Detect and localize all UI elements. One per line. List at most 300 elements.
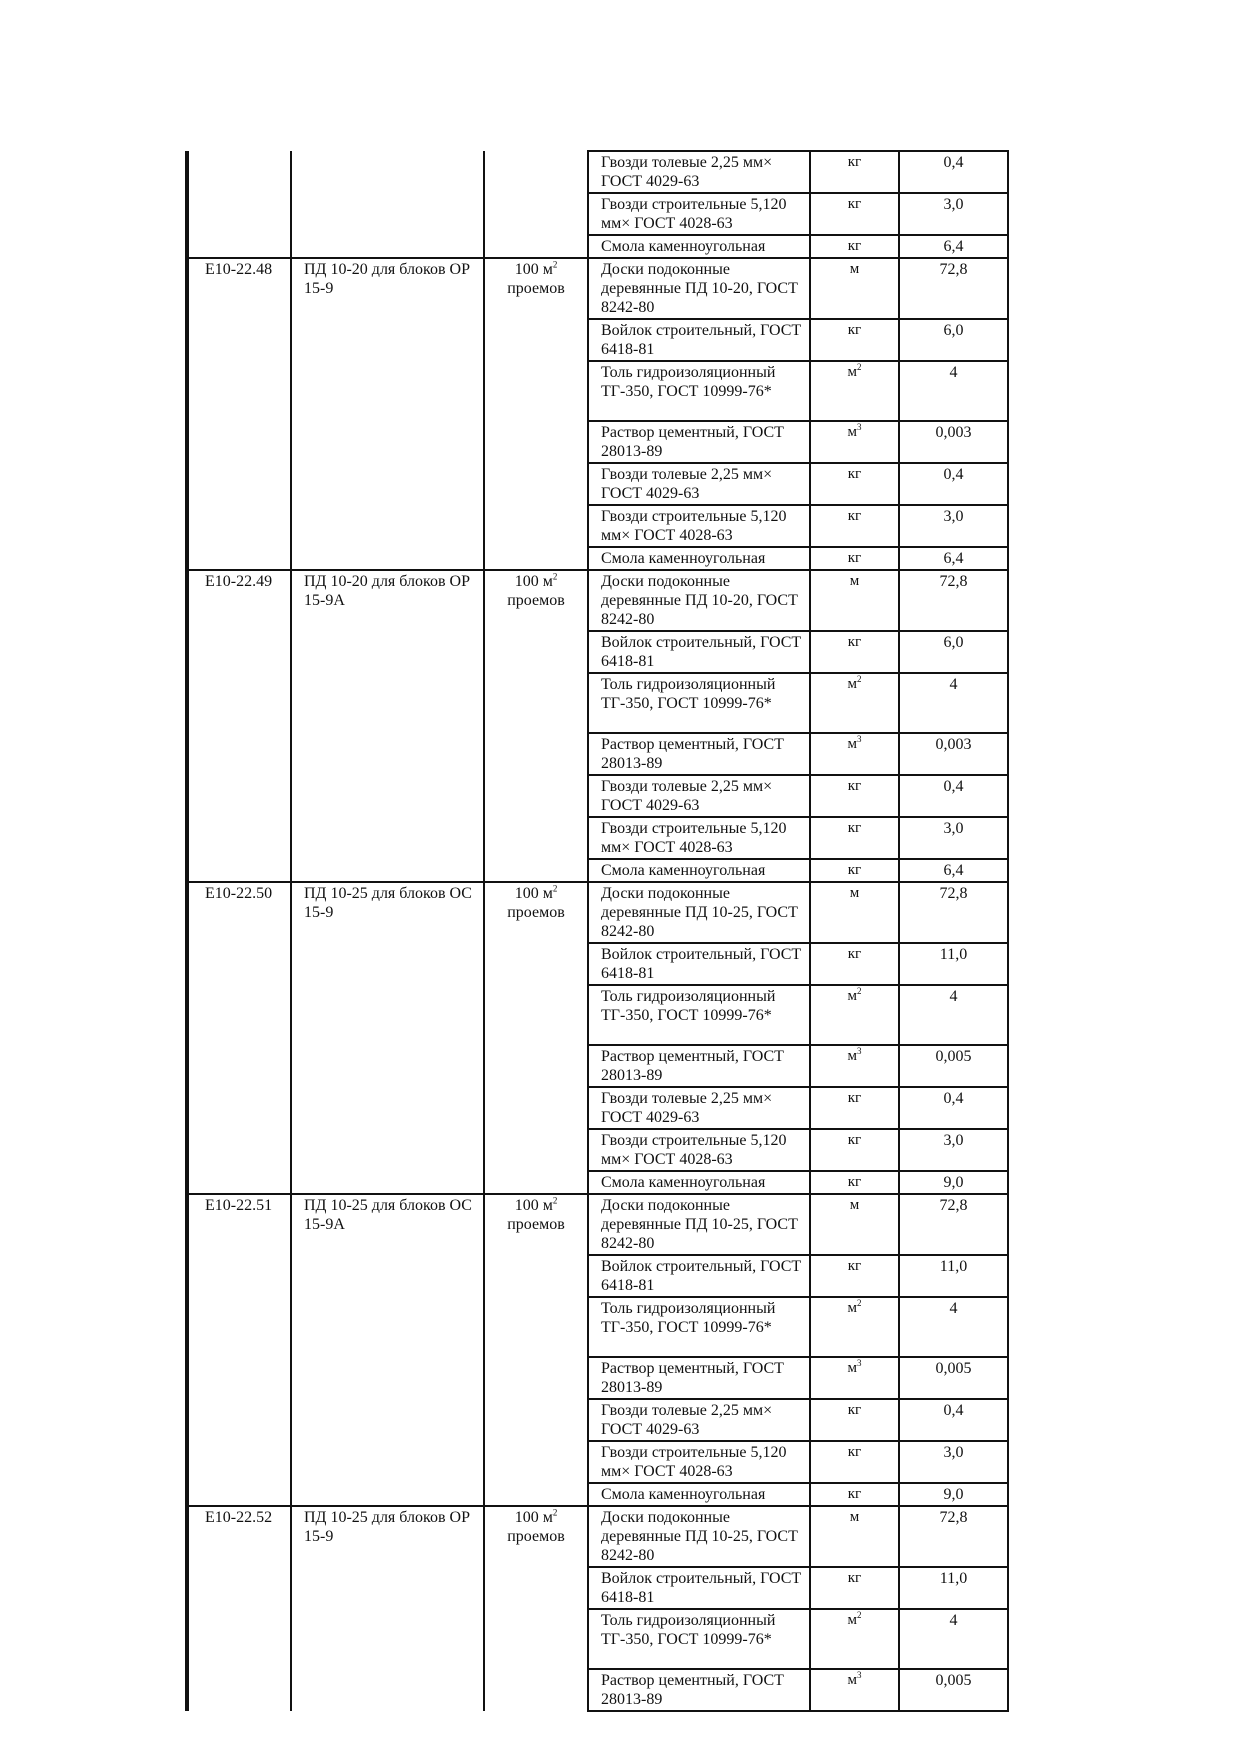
work-name-cell: ПД 10-25 для блоков ОС 15-9 [291,882,484,943]
table-row [187,733,1008,775]
table-row [187,1194,1008,1255]
material-cell: Раствор цементный, ГОСТ 28013-89 [588,421,810,463]
unit-superscript: 3 [857,734,862,744]
unit-text: кг [847,1174,862,1190]
unit-cell [810,1194,899,1255]
quantity-cell: 3,0 [899,193,1008,235]
measure-cell [484,1506,588,1567]
unit-text: м [847,736,857,752]
unit-superscript: 2 [857,986,862,996]
measure-main: 100 м [514,1197,553,1214]
empty-name-cell [291,631,484,673]
quantity-cell: 11,0 [899,1255,1008,1297]
empty-code-cell [187,1045,291,1087]
empty-name-cell [291,1171,484,1194]
empty-name-cell [291,1045,484,1087]
work-name-cell: ПД 10-25 для блоков ОС 15-9А [291,1194,484,1255]
empty-name-cell [291,319,484,361]
table-row [187,1669,1008,1711]
empty-name-cell [291,775,484,817]
empty-meas-cell [484,673,588,733]
empty-meas-cell [484,1567,588,1609]
table-row [187,859,1008,882]
material-cell: Войлок строительный, ГОСТ 6418-81 [588,1567,810,1609]
material-cell: Раствор цементный, ГОСТ 28013-89 [588,1045,810,1087]
empty-meas-cell [484,505,588,547]
unit-text: м [849,885,860,901]
unit-text: кг [847,1486,862,1502]
material-cell: Толь гидроизоляционный ТГ-350, ГОСТ 10999-76* [588,673,810,733]
quantity-cell: 6,4 [899,859,1008,882]
measure-sub: проемов [507,1216,565,1233]
quantity-cell: 0,4 [899,1087,1008,1129]
measure-superscript: 2 [552,883,558,894]
unit-cell [810,193,899,235]
measure-superscript: 2 [552,571,558,582]
empty-code-cell [187,1609,291,1669]
table-row [187,1045,1008,1087]
quantity-cell: 11,0 [899,943,1008,985]
quantity-cell: 6,0 [899,631,1008,673]
quantity-cell: 72,8 [899,570,1008,631]
unit-cell [810,1483,899,1506]
empty-meas-cell [484,1441,588,1483]
table-row [187,1609,1008,1669]
measure-superscript: 2 [552,259,558,270]
empty-meas-cell [484,1483,588,1506]
empty-name-cell [291,733,484,775]
unit-cell [810,943,899,985]
unit-cell [810,151,899,193]
measure-main: 100 м [514,885,553,902]
empty-meas-cell [484,631,588,673]
empty-meas-cell [484,733,588,775]
empty-name-cell [291,1609,484,1669]
table-row [187,463,1008,505]
empty-meas-cell [484,193,588,235]
unit-cell [810,421,899,463]
empty-name-cell [291,1087,484,1129]
measure-main: 100 м [514,1509,553,1526]
unit-cell [810,463,899,505]
table-row [187,570,1008,631]
material-cell: Смола каменноугольная [588,1483,810,1506]
empty-meas-cell [484,1255,588,1297]
unit-cell [810,1609,899,1669]
table-row [187,943,1008,985]
unit-cell [810,733,899,775]
unit-text: кг [847,862,862,878]
measure-main: 100 м [514,573,553,590]
empty-name-cell [291,193,484,235]
unit-superscript: 2 [857,674,862,684]
measure-cell [484,882,588,943]
norm-code-cell: Е10-22.52 [187,1506,291,1567]
unit-cell [810,361,899,421]
unit-text: м [847,988,857,1004]
empty-name-cell [291,1441,484,1483]
empty-name-cell [291,1483,484,1506]
table-row [187,882,1008,943]
empty-name-cell [291,421,484,463]
empty-meas-cell [484,235,588,258]
unit-cell [810,1567,899,1609]
table-row [187,235,1008,258]
table-row [187,1171,1008,1194]
empty-name-cell [291,859,484,882]
norm-code-cell: Е10-22.51 [187,1194,291,1255]
material-cell: Раствор цементный, ГОСТ 28013-89 [588,1357,810,1399]
measure-sub: проемов [507,904,565,921]
quantity-cell: 6,0 [899,319,1008,361]
empty-code-cell [187,733,291,775]
material-cell: Толь гидроизоляционный ТГ-350, ГОСТ 10999-76* [588,1609,810,1669]
unit-text: кг [847,238,862,254]
norm-code-cell: Е10-22.50 [187,882,291,943]
unit-text: кг [847,1570,862,1586]
material-cell: Гвозди строительные 5,120 мм× ГОСТ 4028-63 [588,193,810,235]
empty-name-cell [291,547,484,570]
empty-meas-cell [484,1297,588,1357]
unit-text: кг [847,322,862,338]
unit-cell [810,1357,899,1399]
quantity-cell: 4 [899,1297,1008,1357]
quantity-cell: 0,4 [899,775,1008,817]
material-cell: Смола каменноугольная [588,1171,810,1194]
unit-text: м [849,1197,860,1213]
empty-code-cell [187,1483,291,1506]
quantity-cell: 0,003 [899,733,1008,775]
quantity-cell: 72,8 [899,258,1008,319]
empty-name-cell [291,1567,484,1609]
empty-meas-cell [484,463,588,505]
empty-code-cell [187,1399,291,1441]
quantity-cell: 0,005 [899,1357,1008,1399]
material-cell: Доски подоконные деревянные ПД 10-25, ГОСТ 8242-80 [588,1194,810,1255]
empty-meas-cell [484,985,588,1045]
unit-superscript: 2 [857,1610,862,1620]
table-row [187,631,1008,673]
unit-text: кг [847,1444,862,1460]
empty-meas-cell [484,817,588,859]
empty-code-cell [187,1087,291,1129]
empty-meas-cell [484,361,588,421]
unit-cell [810,1399,899,1441]
empty-code-cell [187,1357,291,1399]
empty-name-cell [291,985,484,1045]
table-row [187,1087,1008,1129]
work-name-cell: ПД 10-20 для блоков ОР 15-9А [291,570,484,631]
unit-text: кг [847,508,862,524]
empty-code-cell [187,631,291,673]
empty-name-cell [291,235,484,258]
table-row [187,1255,1008,1297]
table-row [187,1297,1008,1357]
table-row [187,817,1008,859]
unit-text: м [849,261,860,277]
quantity-cell: 0,005 [899,1669,1008,1711]
empty-meas-cell [484,1087,588,1129]
table-row [187,547,1008,570]
empty-meas-cell [484,1399,588,1441]
material-cell: Войлок строительный, ГОСТ 6418-81 [588,1255,810,1297]
table-row [187,775,1008,817]
measure-sub: проемов [507,592,565,609]
unit-text: кг [847,1402,862,1418]
material-cell: Толь гидроизоляционный ТГ-350, ГОСТ 10999-76* [588,985,810,1045]
material-cell: Войлок строительный, ГОСТ 6418-81 [588,631,810,673]
empty-name-cell [291,1357,484,1399]
empty-code-cell [187,943,291,985]
table-row [187,421,1008,463]
empty-meas-cell [484,1129,588,1171]
unit-cell [810,882,899,943]
empty-meas-cell [484,859,588,882]
unit-text: кг [847,634,862,650]
material-cell: Смола каменноугольная [588,859,810,882]
quantity-cell: 3,0 [899,1129,1008,1171]
empty-meas-cell [484,943,588,985]
measure-main: 100 м [514,261,553,278]
material-cell: Гвозди толевые 2,25 мм× ГОСТ 4029-63 [588,1087,810,1129]
quantity-cell: 3,0 [899,1441,1008,1483]
unit-cell [810,258,899,319]
quantity-cell: 4 [899,361,1008,421]
table-row [187,505,1008,547]
unit-text: кг [847,466,862,482]
unit-cell [810,1255,899,1297]
empty-name-cell [291,1255,484,1297]
unit-cell [810,235,899,258]
table-row [187,1483,1008,1506]
measure-cell [484,1194,588,1255]
empty-code-cell [187,1669,291,1711]
unit-cell [810,1506,899,1567]
empty-code-cell [187,151,291,193]
empty-meas-cell [484,1045,588,1087]
work-name-cell: ПД 10-25 для блоков ОР 15-9 [291,1506,484,1567]
unit-text: кг [847,1132,862,1148]
table-row [187,1441,1008,1483]
norms-table-body [187,151,1008,1711]
empty-code-cell [187,547,291,570]
empty-code-cell [187,673,291,733]
quantity-cell: 4 [899,1609,1008,1669]
empty-code-cell [187,319,291,361]
material-cell: Доски подоконные деревянные ПД 10-20, ГОСТ 8242-80 [588,570,810,631]
unit-cell [810,570,899,631]
quantity-cell: 72,8 [899,1506,1008,1567]
empty-code-cell [187,1297,291,1357]
unit-text: кг [847,820,862,836]
measure-cell [484,258,588,319]
empty-code-cell [187,1441,291,1483]
material-cell: Смола каменноугольная [588,547,810,570]
quantity-cell: 4 [899,985,1008,1045]
material-cell: Войлок строительный, ГОСТ 6418-81 [588,319,810,361]
empty-code-cell [187,235,291,258]
measure-superscript: 2 [552,1195,558,1206]
material-cell: Толь гидроизоляционный ТГ-350, ГОСТ 10999-76* [588,1297,810,1357]
empty-meas-cell [484,319,588,361]
quantity-cell: 0,005 [899,1045,1008,1087]
unit-text: м [849,573,860,589]
material-cell: Толь гидроизоляционный ТГ-350, ГОСТ 10999-76* [588,361,810,421]
measure-superscript: 2 [552,1507,558,1518]
material-cell: Гвозди строительные 5,120 мм× ГОСТ 4028-63 [588,817,810,859]
unit-text: м [849,1509,860,1525]
unit-text: м [847,424,857,440]
unit-cell [810,1441,899,1483]
material-cell: Гвозди строительные 5,120 мм× ГОСТ 4028-63 [588,1129,810,1171]
unit-cell [810,1045,899,1087]
table-row [187,319,1008,361]
quantity-cell: 72,8 [899,1194,1008,1255]
quantity-cell: 0,4 [899,1399,1008,1441]
empty-name-cell [291,505,484,547]
unit-superscript: 2 [857,362,862,372]
empty-code-cell [187,859,291,882]
quantity-cell: 11,0 [899,1567,1008,1609]
quantity-cell: 3,0 [899,505,1008,547]
table-row [187,1399,1008,1441]
material-cell: Раствор цементный, ГОСТ 28013-89 [588,1669,810,1711]
empty-code-cell [187,361,291,421]
quantity-cell: 0,4 [899,151,1008,193]
unit-superscript: 3 [857,1358,862,1368]
unit-text: м [847,1048,857,1064]
quantity-cell: 9,0 [899,1171,1008,1194]
empty-name-cell [291,1129,484,1171]
material-cell: Войлок строительный, ГОСТ 6418-81 [588,943,810,985]
table-row [187,985,1008,1045]
material-cell: Гвозди строительные 5,120 мм× ГОСТ 4028-63 [588,1441,810,1483]
unit-text: м [847,364,857,380]
material-cell: Доски подоконные деревянные ПД 10-20, ГОСТ 8242-80 [588,258,810,319]
unit-text: кг [847,946,862,962]
material-cell: Раствор цементный, ГОСТ 28013-89 [588,733,810,775]
material-cell: Доски подоконные деревянные ПД 10-25, ГОСТ 8242-80 [588,1506,810,1567]
table-row [187,1357,1008,1399]
quantity-cell: 6,4 [899,547,1008,570]
empty-meas-cell [484,775,588,817]
table-row [187,1567,1008,1609]
empty-name-cell [291,817,484,859]
unit-cell [810,817,899,859]
empty-code-cell [187,775,291,817]
empty-code-cell [187,1255,291,1297]
quantity-cell: 4 [899,673,1008,733]
empty-meas-cell [484,421,588,463]
empty-meas-cell [484,1609,588,1669]
unit-cell [810,1669,899,1711]
unit-text: кг [847,1258,862,1274]
norms-table [185,150,1009,1712]
unit-cell [810,631,899,673]
unit-text: кг [847,778,862,794]
unit-text: м [847,1612,857,1628]
empty-meas-cell [484,547,588,570]
empty-code-cell [187,505,291,547]
unit-cell [810,985,899,1045]
material-cell: Гвозди строительные 5,120 мм× ГОСТ 4028-63 [588,505,810,547]
empty-meas-cell [484,1171,588,1194]
measure-cell [484,570,588,631]
unit-text: кг [847,1090,862,1106]
quantity-cell: 72,8 [899,882,1008,943]
unit-text: кг [847,550,862,566]
empty-code-cell [187,1171,291,1194]
unit-text: м [847,1360,857,1376]
material-cell: Гвозди толевые 2,25 мм× ГОСТ 4029-63 [588,463,810,505]
quantity-cell: 6,4 [899,235,1008,258]
unit-cell [810,1171,899,1194]
table-row [187,151,1008,193]
unit-text: кг [847,154,862,170]
unit-text: м [847,676,857,692]
norm-code-cell: Е10-22.48 [187,258,291,319]
unit-cell [810,319,899,361]
empty-code-cell [187,1129,291,1171]
material-cell: Гвозди толевые 2,25 мм× ГОСТ 4029-63 [588,1399,810,1441]
table-row [187,258,1008,319]
empty-name-cell [291,1669,484,1711]
work-name-cell: ПД 10-20 для блоков ОР 15-9 [291,258,484,319]
empty-name-cell [291,151,484,193]
unit-cell [810,1297,899,1357]
unit-superscript: 2 [857,1298,862,1308]
unit-superscript: 3 [857,1046,862,1056]
empty-code-cell [187,985,291,1045]
quantity-cell: 3,0 [899,817,1008,859]
table-row [187,361,1008,421]
unit-superscript: 3 [857,422,862,432]
material-cell: Доски подоконные деревянные ПД 10-25, ГОСТ 8242-80 [588,882,810,943]
unit-cell [810,859,899,882]
table-row [187,1129,1008,1171]
table-row [187,673,1008,733]
empty-code-cell [187,463,291,505]
measure-sub: проемов [507,280,565,297]
unit-cell [810,547,899,570]
material-cell: Смола каменноугольная [588,235,810,258]
unit-cell [810,1129,899,1171]
unit-superscript: 3 [857,1670,862,1680]
unit-cell [810,1087,899,1129]
empty-name-cell [291,943,484,985]
quantity-cell: 0,003 [899,421,1008,463]
empty-code-cell [187,1567,291,1609]
empty-name-cell [291,361,484,421]
material-cell: Гвозди толевые 2,25 мм× ГОСТ 4029-63 [588,151,810,193]
quantity-cell: 9,0 [899,1483,1008,1506]
empty-name-cell [291,673,484,733]
unit-cell [810,673,899,733]
unit-text: м [847,1672,857,1688]
quantity-cell: 0,4 [899,463,1008,505]
measure-sub: проемов [507,1528,565,1545]
empty-name-cell [291,1297,484,1357]
unit-cell [810,505,899,547]
empty-meas-cell [484,1669,588,1711]
empty-name-cell [291,1399,484,1441]
table-row [187,193,1008,235]
empty-code-cell [187,421,291,463]
empty-meas-cell [484,151,588,193]
material-cell: Гвозди толевые 2,25 мм× ГОСТ 4029-63 [588,775,810,817]
unit-text: м [847,1300,857,1316]
unit-text: кг [847,196,862,212]
